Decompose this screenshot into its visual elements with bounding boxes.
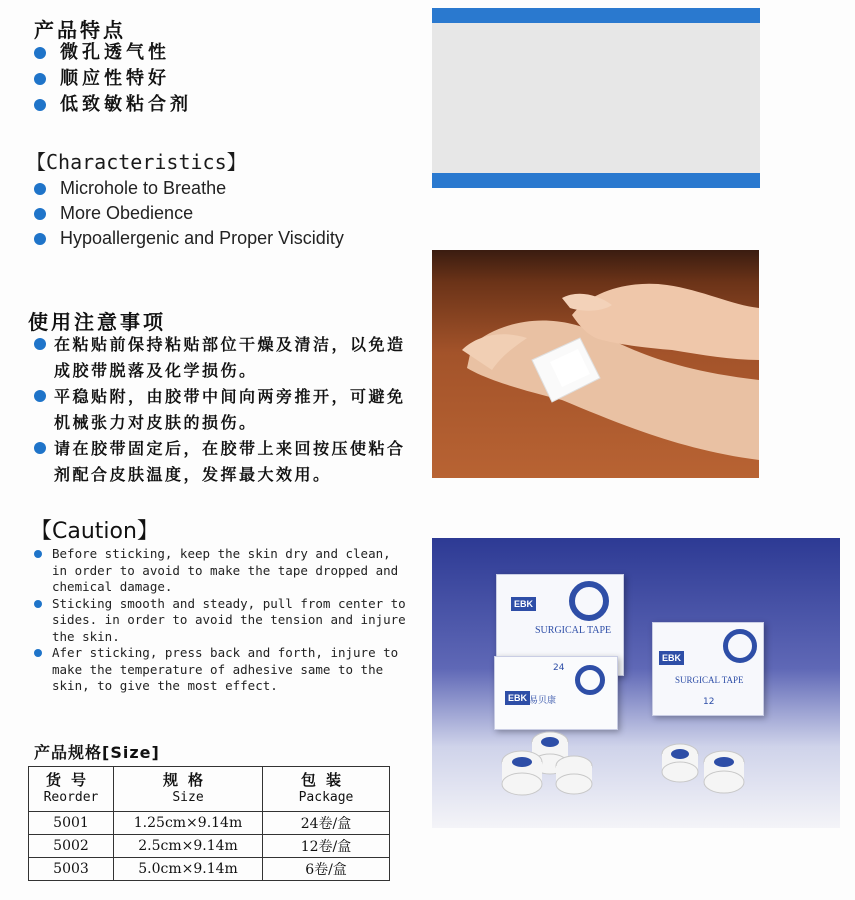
table-cell: 2.5cm×9.14m: [114, 835, 263, 858]
product-boxes-photo: [432, 538, 840, 828]
bullet-icon: [34, 600, 42, 608]
bullet-icon: [34, 550, 42, 558]
features-cn-title: 产品特点: [34, 18, 126, 42]
tape-roll-graphic: [569, 581, 609, 621]
bullet-icon: [34, 99, 46, 111]
table-header-row: [29, 767, 390, 812]
caution-title: 【Caution】: [30, 519, 159, 544]
roll-count: 24: [553, 663, 565, 673]
spec-title: 产品规格[Size]: [34, 743, 160, 762]
column-header: 规格 Size: [114, 767, 263, 812]
wrist-application-photo: [432, 250, 759, 478]
table-cell: 5003: [29, 858, 114, 881]
brand-logo: EBK: [505, 691, 530, 705]
brand-logo: EBK: [659, 651, 684, 665]
tape-rolls: [492, 724, 792, 804]
product-box: [494, 656, 618, 730]
notice-cn-list: [34, 332, 406, 488]
characteristics-title: 【Characteristics】: [26, 150, 247, 174]
table-cell: 5001: [29, 812, 114, 835]
bullet-icon: [34, 233, 46, 245]
list-item: 在粘贴前保持粘贴部位干燥及清洁，以免造成胶带脱落及化学损伤。: [34, 332, 406, 384]
table-cell: 6卷/盒: [263, 858, 390, 881]
bullet-icon: [34, 208, 46, 220]
tape-texture-image: [432, 8, 760, 188]
bullet-icon: [34, 649, 42, 657]
table-row: [29, 835, 390, 858]
table-cell: 1.25cm×9.14m: [114, 812, 263, 835]
table-cell: 12卷/盒: [263, 835, 390, 858]
bullet-icon: [34, 47, 46, 59]
spec-table: [28, 766, 390, 881]
table-cell: 5002: [29, 835, 114, 858]
roll-count: 12: [703, 697, 715, 707]
list-item: Hypoallergenic and Proper Viscidity: [34, 226, 344, 251]
list-item: 低致敏粘合剂: [34, 92, 192, 118]
list-item: 微孔透气性: [34, 40, 192, 66]
brand-logo: EBK: [511, 597, 536, 611]
list-item: More Obedience: [34, 201, 344, 226]
product-label-cn: 易贝康: [529, 696, 557, 706]
list-item: Microhole to Breathe: [34, 176, 344, 201]
features-cn-list: [34, 40, 192, 118]
column-header: 货号 Reorder: [29, 767, 114, 812]
bullet-icon: [34, 183, 46, 195]
caution-list: [34, 546, 406, 695]
characteristics-list: [34, 176, 344, 251]
fabric-texture: [432, 23, 760, 173]
table-row: [29, 812, 390, 835]
bullet-icon: [34, 442, 46, 454]
list-item: Afer sticking, press back and forth, injure to make the temperature of adhesive same to the skin, to give the most effect.: [34, 645, 406, 695]
notice-cn-title: 使用注意事项: [28, 310, 166, 334]
bullet-icon: [34, 390, 46, 402]
tape-roll-graphic: [723, 629, 757, 663]
list-item: 请在胶带固定后，在胶带上来回按压使粘合剂配合皮肤温度，发挥最大效用。: [34, 436, 406, 488]
table-cell: 24卷/盒: [263, 812, 390, 835]
product-label: SURGICAL TAPE: [675, 675, 744, 685]
product-box: [652, 622, 764, 716]
column-header: 包装 Package: [263, 767, 390, 812]
list-item: 平稳贴附，由胶带中间向两旁推开，可避免机械张力对皮肤的损伤。: [34, 384, 406, 436]
bullet-icon: [34, 73, 46, 85]
product-label: SURGICAL TAPE: [535, 625, 612, 636]
hand-illustration: [432, 250, 759, 478]
list-item: Sticking smooth and steady, pull from center to sides. in order to avoid the tension and injure the skin.: [34, 596, 406, 646]
table-cell: 5.0cm×9.14m: [114, 858, 263, 881]
tape-roll-graphic: [575, 665, 605, 695]
table-row: [29, 858, 390, 881]
list-item: 顺应性特好: [34, 66, 192, 92]
list-item: Before sticking, keep the skin dry and clean, in order to avoid to make the tape dropped and chemical damage.: [34, 546, 406, 596]
bullet-icon: [34, 338, 46, 350]
